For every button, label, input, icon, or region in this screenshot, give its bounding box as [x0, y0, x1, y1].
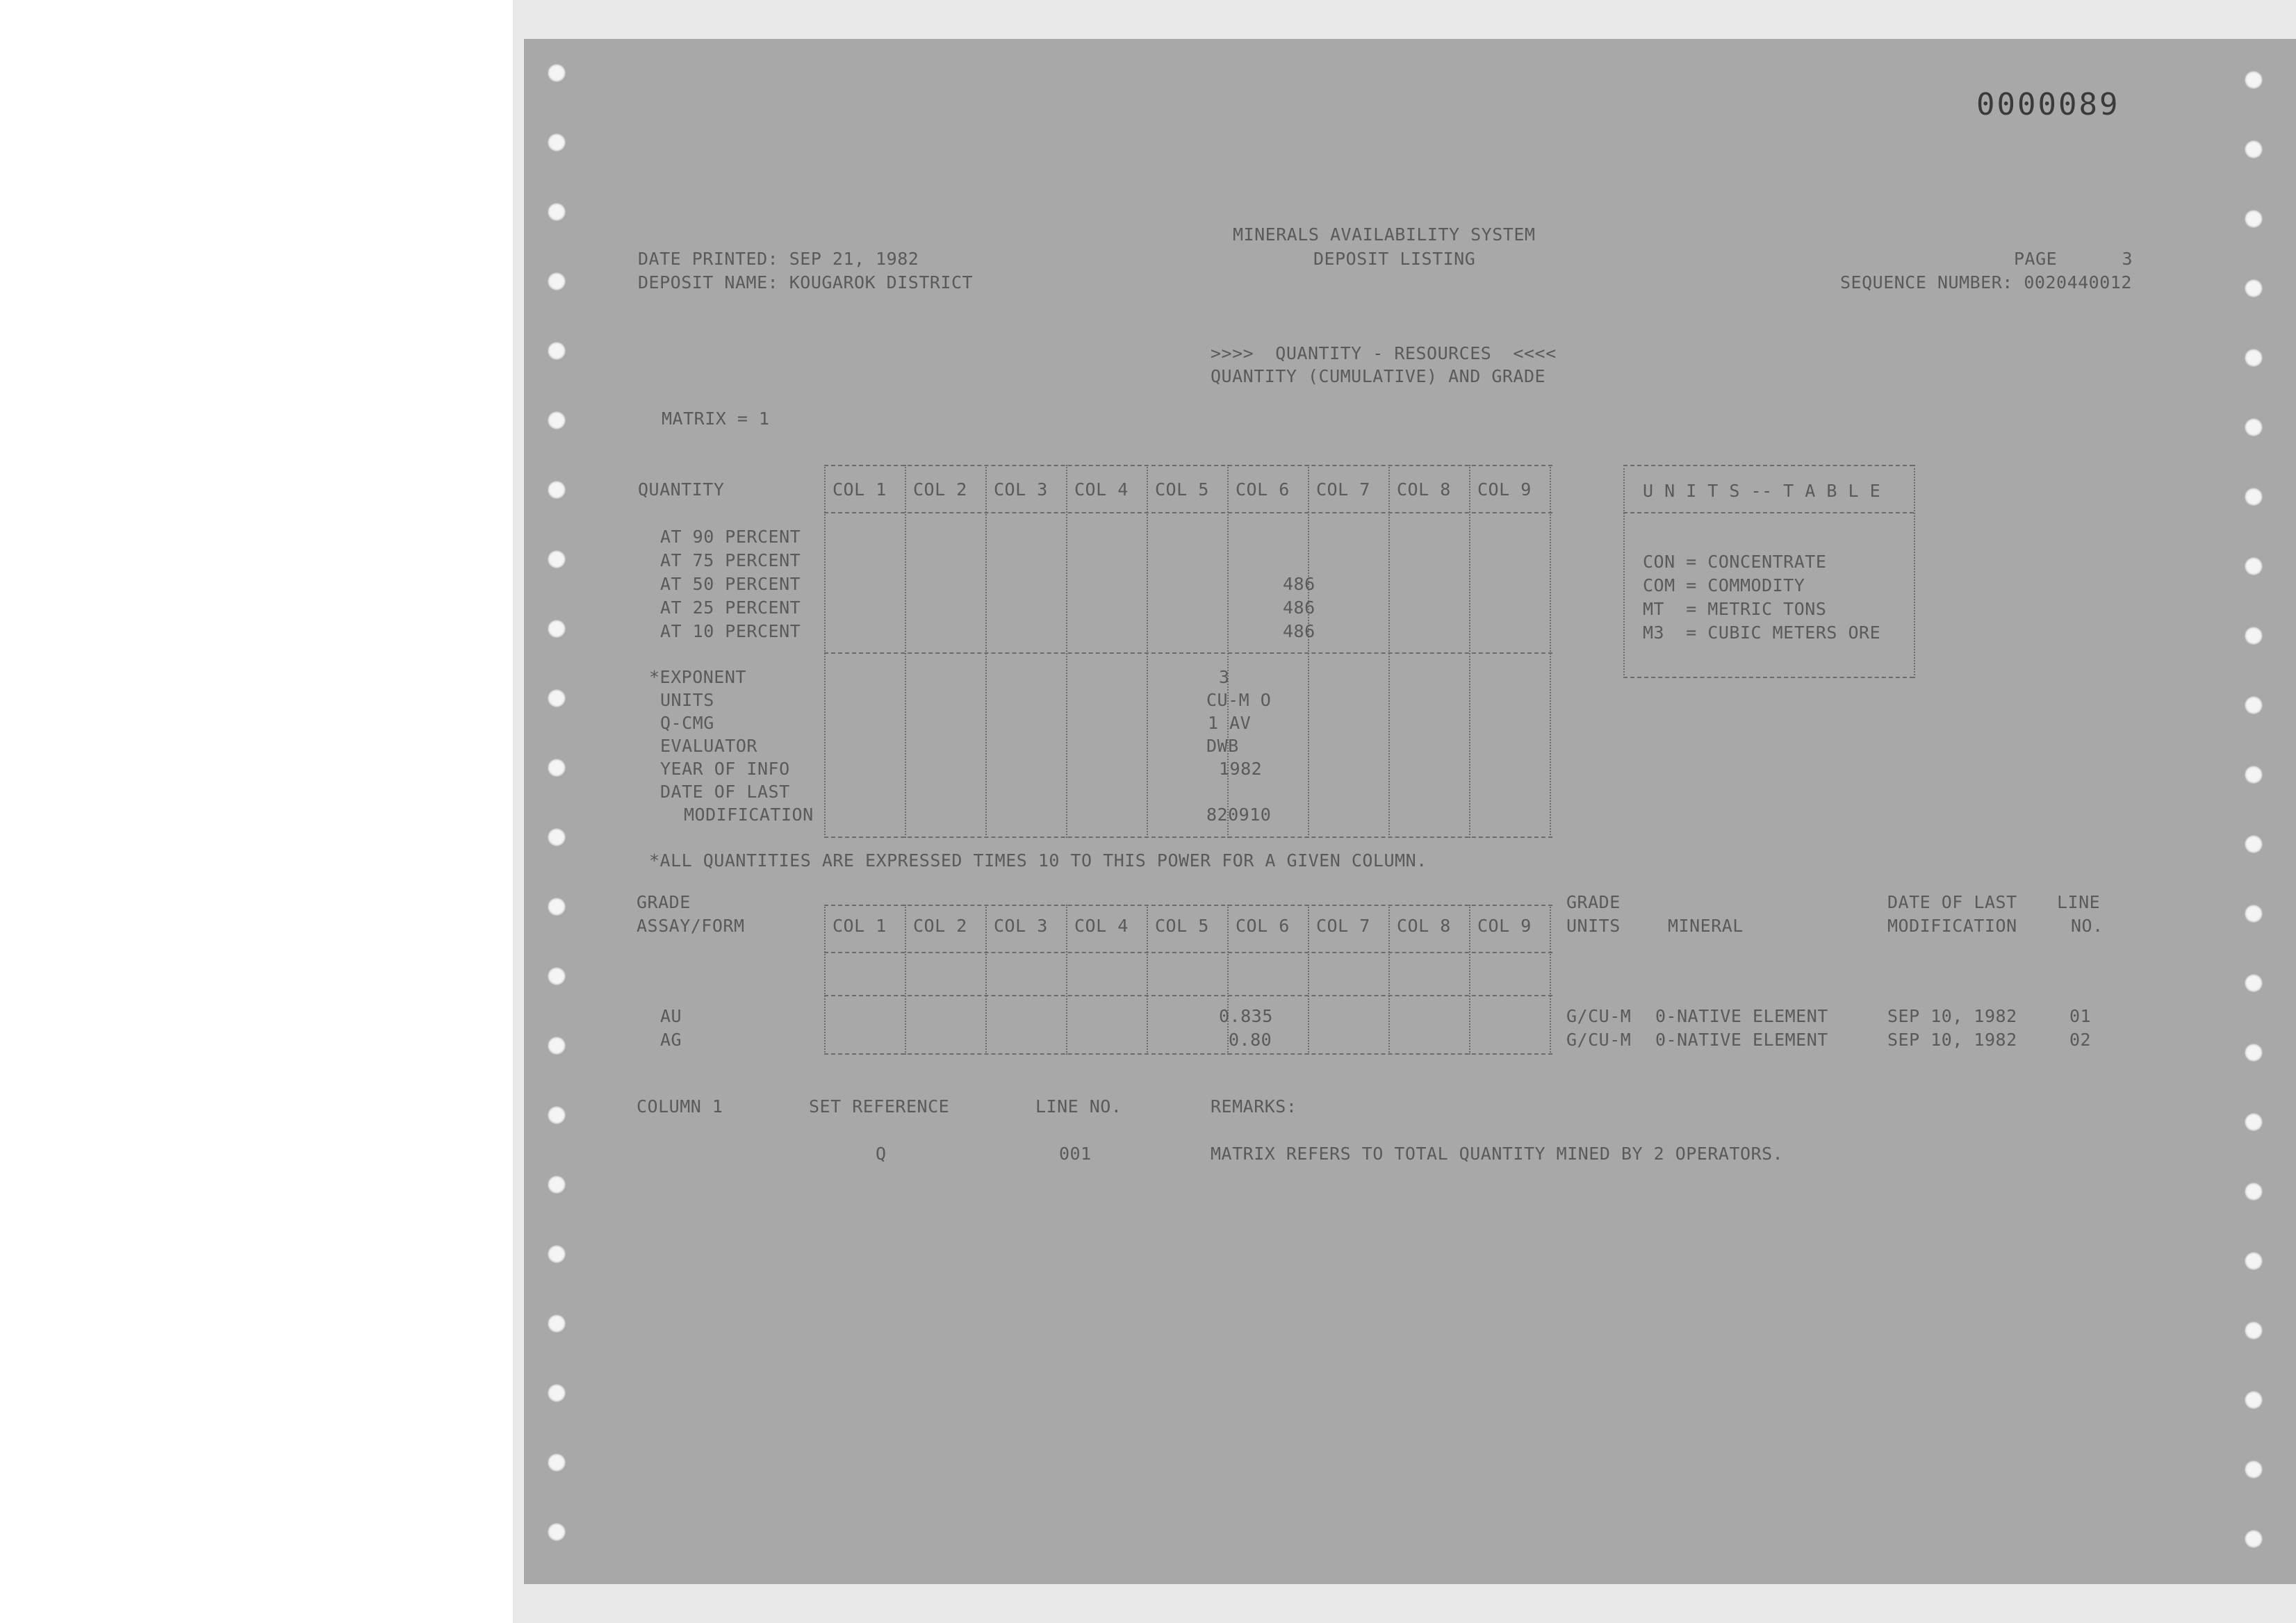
tractor-hole: [2245, 905, 2263, 923]
grade-grid-border: [824, 905, 1552, 906]
grade-grid-border: [824, 952, 1552, 953]
tractor-hole: [548, 411, 566, 429]
tractor-hole: [548, 272, 566, 290]
tractor-hole: [548, 759, 566, 777]
matrix-label: MATRIX = 1: [662, 409, 770, 429]
tractor-hole: [548, 1106, 566, 1124]
remarks-lineno: 001: [1059, 1144, 1092, 1164]
grade-grid-border: [824, 1053, 1552, 1055]
line-header: LINE: [2057, 892, 2101, 912]
grade-column-header: COL 6: [1236, 916, 1290, 936]
page-number: PAGE 3: [2014, 249, 2133, 269]
grid-column-divider: [1308, 905, 1309, 1055]
percent-row-value: 486: [1283, 621, 1315, 641]
remarks-setref: Q: [876, 1144, 887, 1164]
grade-grid-border: [824, 995, 1552, 996]
tractor-hole: [548, 828, 566, 846]
units-table-header-border: [1623, 512, 1914, 513]
sequence-number: SEQUENCE NUMBER: 0020440012: [1840, 272, 2132, 293]
tractor-hole: [2245, 974, 2263, 992]
listing-title: DEPOSIT LISTING: [1313, 249, 1476, 269]
grade-column-header: COL 7: [1316, 916, 1370, 936]
quantity-column-header: COL 9: [1477, 479, 1532, 500]
grid-column-divider: [1308, 465, 1309, 838]
grid-column-divider: [1550, 465, 1551, 838]
info-row-label: YEAR OF INFO: [660, 759, 790, 779]
tractor-hole: [548, 898, 566, 916]
tractor-hole: [2245, 1530, 2263, 1548]
info-row-value: 1 AV: [1208, 713, 1252, 733]
info-row-label: DATE OF LAST: [660, 782, 790, 802]
units-table-bottom-border: [1623, 677, 1914, 678]
grade-column-header: COL 3: [994, 916, 1048, 936]
grade-column-header: COL 5: [1155, 916, 1209, 936]
quantity-footnote: *ALL QUANTITIES ARE EXPRESSED TIMES 10 TO THIS POWER FOR A GIVEN COLUMN.: [649, 850, 1427, 871]
section-title: >>>> QUANTITY - RESOURCES <<<<: [1211, 343, 1557, 363]
tractor-hole: [2245, 1044, 2263, 1062]
tractor-hole: [2245, 71, 2263, 89]
tractor-hole: [2245, 488, 2263, 506]
percent-row-value: 486: [1283, 598, 1315, 618]
grade-row-date: SEP 10, 1982: [1887, 1006, 2017, 1026]
info-row-value: 3: [1219, 667, 1230, 687]
grade-row-line: 01: [2069, 1006, 2092, 1026]
info-row-label: EVALUATOR: [660, 736, 757, 756]
info-row-value: CU-M O: [1206, 690, 1272, 710]
quantity-column-header: COL 3: [994, 479, 1048, 500]
mineral-header: MINERAL: [1668, 916, 1744, 936]
tractor-hole: [2245, 140, 2263, 158]
date-printed: DATE PRINTED: SEP 21, 1982: [638, 249, 919, 269]
tractor-hole: [2245, 696, 2263, 714]
grid-column-divider: [1469, 465, 1470, 838]
info-row-value: DWB: [1206, 736, 1239, 756]
tractor-hole: [548, 481, 566, 499]
remarks-setref-header: SET REFERENCE: [809, 1096, 950, 1117]
tractor-hole: [2245, 1113, 2263, 1131]
date-header: DATE OF LAST: [1887, 892, 2017, 912]
quantity-label: QUANTITY: [638, 479, 725, 500]
units-entry: COM = COMMODITY: [1643, 575, 1805, 595]
grid-column-divider: [824, 905, 826, 1055]
quantity-column-header: COL 6: [1236, 479, 1290, 500]
percent-row-label: AT 90 PERCENT: [660, 527, 801, 547]
quantity-grid-border: [824, 652, 1552, 654]
tractor-hole: [2245, 349, 2263, 367]
grid-column-divider: [1066, 465, 1067, 838]
grade-row-units: G/CU-M: [1566, 1030, 1632, 1050]
tractor-hole: [548, 550, 566, 568]
tractor-hole: [2245, 418, 2263, 436]
percent-row-label: AT 75 PERCENT: [660, 550, 801, 570]
remarks-text: MATRIX REFERS TO TOTAL QUANTITY MINED BY 2 OPERATORS.: [1211, 1144, 1784, 1164]
tractor-hole: [2245, 1183, 2263, 1201]
grid-column-divider: [1066, 905, 1067, 1055]
tractor-hole: [2245, 210, 2263, 228]
grid-column-divider: [1388, 905, 1390, 1055]
tractor-hole: [548, 203, 566, 221]
assay-form-label: ASSAY/FORM: [637, 916, 745, 936]
tractor-hole: [548, 620, 566, 638]
grade-label: GRADE: [637, 892, 691, 912]
units-table-right-border: [1914, 465, 1915, 678]
tractor-hole: [548, 1176, 566, 1194]
grid-column-divider: [1550, 905, 1551, 1055]
line-header: NO.: [2071, 916, 2104, 936]
remarks-column-header: COLUMN 1: [637, 1096, 723, 1117]
percent-row-label: AT 10 PERCENT: [660, 621, 801, 641]
tractor-hole: [548, 1453, 566, 1472]
quantity-grid-border: [824, 837, 1552, 838]
units-table-title: U N I T S -- T A B L E: [1643, 481, 1881, 501]
quantity-column-header: COL 7: [1316, 479, 1370, 500]
grid-column-divider: [1147, 905, 1148, 1055]
tractor-hole: [2245, 835, 2263, 853]
grade-row-mineral: 0-NATIVE ELEMENT: [1655, 1030, 1828, 1050]
grid-column-divider: [905, 465, 906, 838]
grid-column-divider: [985, 905, 987, 1055]
system-title: MINERALS AVAILABILITY SYSTEM: [1233, 224, 1536, 245]
units-entry: MT = METRIC TONS: [1643, 599, 1827, 619]
grid-column-divider: [985, 465, 987, 838]
percent-row-value: 486: [1283, 574, 1315, 594]
tractor-hole: [2245, 1391, 2263, 1409]
grid-column-divider: [824, 465, 826, 838]
tractor-hole: [2245, 1460, 2263, 1478]
tractor-hole: [548, 967, 566, 985]
printout-page: [524, 39, 2296, 1584]
grade-units-header: GRADE: [1566, 892, 1621, 912]
grade-row-col1: 0.835: [1219, 1006, 1273, 1026]
units-table-left-border: [1623, 465, 1625, 678]
grade-column-header: COL 8: [1397, 916, 1451, 936]
info-row-label: UNITS: [660, 690, 714, 710]
tractor-hole: [2245, 557, 2263, 575]
grade-column-header: COL 1: [833, 916, 887, 936]
quantity-column-header: COL 4: [1074, 479, 1129, 500]
grid-column-divider: [1147, 465, 1148, 838]
grade-row-assay: AG: [660, 1030, 682, 1050]
grid-column-divider: [1388, 465, 1390, 838]
info-row-label: *EXPONENT: [649, 667, 746, 687]
grade-row-date: SEP 10, 1982: [1887, 1030, 2017, 1050]
tractor-hole: [2245, 627, 2263, 645]
info-row-value: 820910: [1206, 805, 1272, 825]
section-subtitle: QUANTITY (CUMULATIVE) AND GRADE: [1211, 366, 1546, 386]
grid-column-divider: [1227, 465, 1229, 838]
document-number: 0000089: [1976, 87, 2120, 122]
remarks-lineno-header: LINE NO.: [1035, 1096, 1122, 1117]
units-entry: M3 = CUBIC METERS ORE: [1643, 623, 1881, 643]
tractor-hole: [548, 64, 566, 82]
grade-row-mineral: 0-NATIVE ELEMENT: [1655, 1006, 1828, 1026]
tractor-hole: [2245, 279, 2263, 297]
quantity-column-header: COL 8: [1397, 479, 1451, 500]
info-row-label: MODIFICATION: [684, 805, 814, 825]
quantity-column-header: COL 2: [913, 479, 967, 500]
info-row-value: 1982: [1219, 759, 1263, 779]
tractor-hole: [548, 1523, 566, 1541]
units-entry: CON = CONCENTRATE: [1643, 552, 1827, 572]
units-table-top-border: [1623, 465, 1914, 466]
deposit-name: DEPOSIT NAME: KOUGAROK DISTRICT: [638, 272, 974, 293]
quantity-grid-border: [824, 512, 1552, 513]
grid-column-divider: [905, 905, 906, 1055]
tractor-hole: [548, 133, 566, 151]
tractor-hole: [548, 1384, 566, 1402]
percent-row-label: AT 50 PERCENT: [660, 574, 801, 594]
quantity-column-header: COL 1: [833, 479, 887, 500]
info-row-label: Q-CMG: [660, 713, 714, 733]
quantity-grid-border: [824, 465, 1552, 466]
tractor-hole: [548, 689, 566, 707]
tractor-hole: [548, 342, 566, 360]
grade-row-units: G/CU-M: [1566, 1006, 1632, 1026]
tractor-hole: [2245, 1252, 2263, 1270]
tractor-hole: [2245, 1321, 2263, 1340]
grade-row-col1: 0.80: [1229, 1030, 1272, 1050]
grade-units-header: UNITS: [1566, 916, 1621, 936]
grid-column-divider: [1469, 905, 1470, 1055]
percent-row-label: AT 25 PERCENT: [660, 598, 801, 618]
tractor-hole: [548, 1037, 566, 1055]
grade-row-line: 02: [2069, 1030, 2092, 1050]
tractor-hole: [548, 1245, 566, 1263]
tractor-hole: [548, 1315, 566, 1333]
grade-column-header: COL 4: [1074, 916, 1129, 936]
tractor-hole: [2245, 766, 2263, 784]
grade-column-header: COL 2: [913, 916, 967, 936]
remarks-header: REMARKS:: [1211, 1096, 1297, 1117]
grade-column-header: COL 9: [1477, 916, 1532, 936]
quantity-column-header: COL 5: [1155, 479, 1209, 500]
grade-row-assay: AU: [660, 1006, 682, 1026]
date-header: MODIFICATION: [1887, 916, 2017, 936]
